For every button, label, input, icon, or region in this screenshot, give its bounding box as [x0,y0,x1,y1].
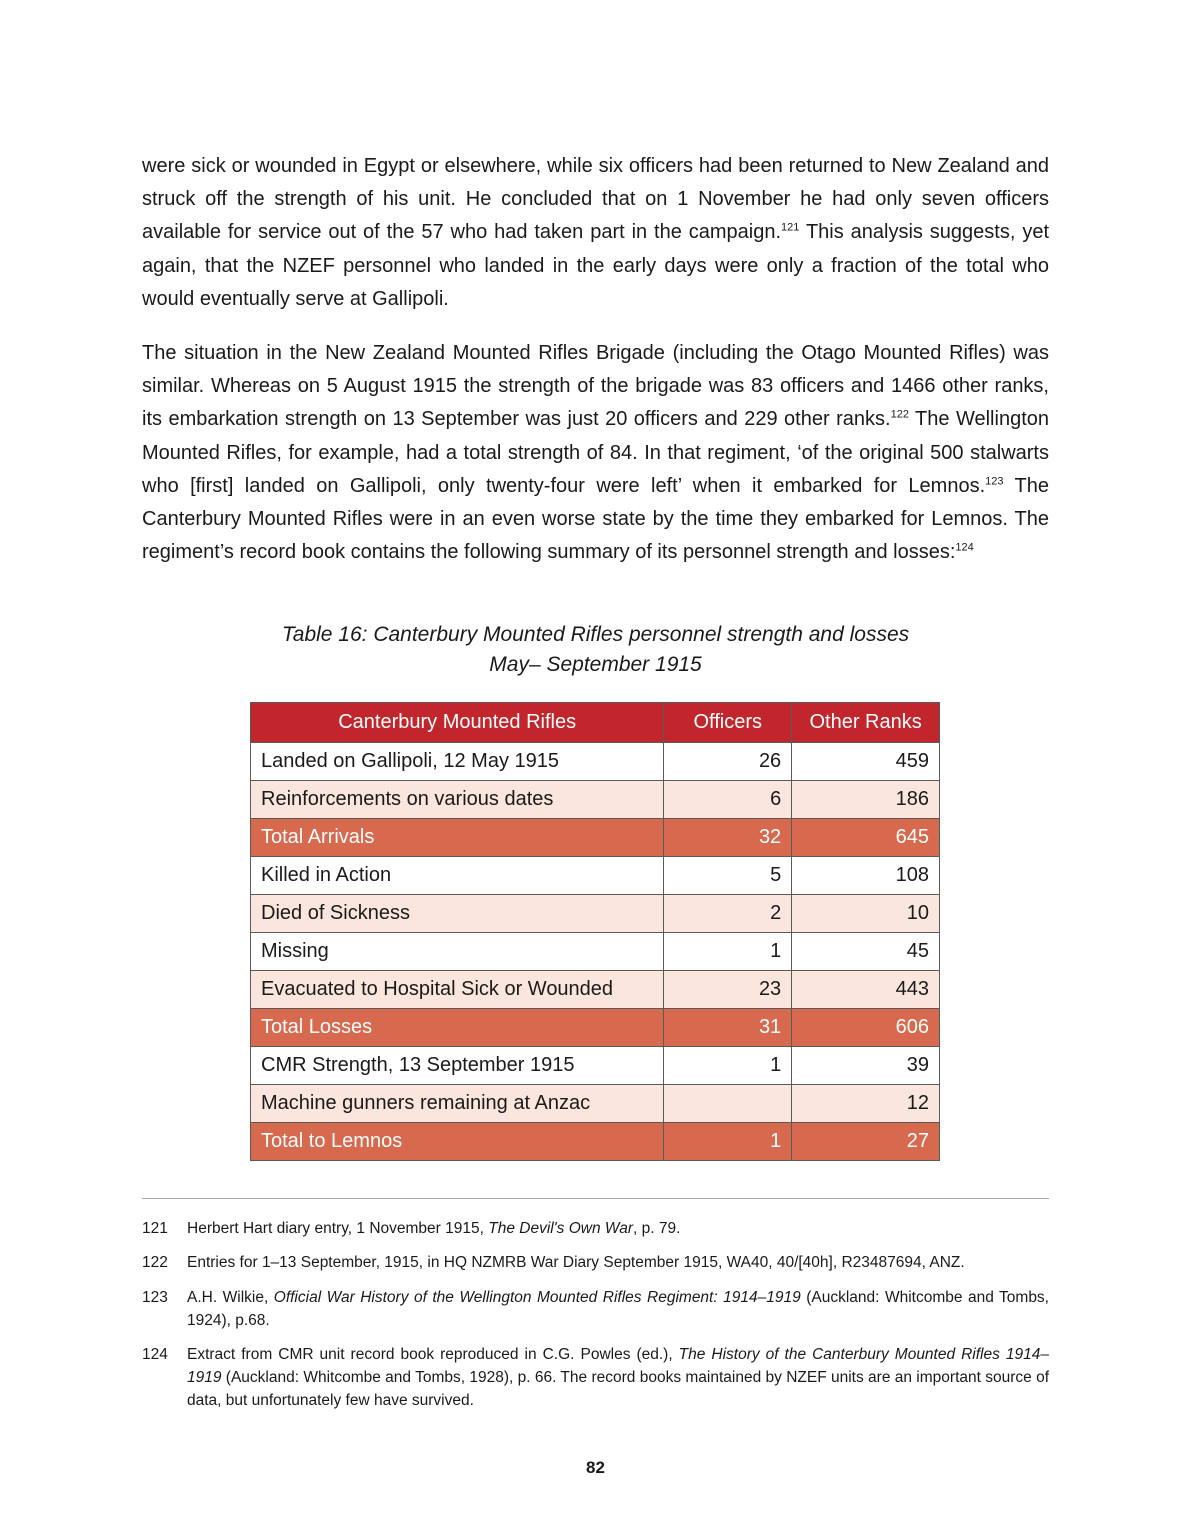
table-row [251,781,940,819]
officers-cell: 26 [664,743,792,781]
paragraph-text: The Wellington Mounted Rifles, for example, had a total strength of 84. In that regiment, ‘of the original 500 stalwarts who [first] landed on Gallipoli, only twenty-four were left’ when it embarked for Lemnos. [142,408,1049,497]
row-label: Landed on Gallipoli, 12 May 1915 [251,743,664,781]
officers-cell: 31 [664,1009,792,1047]
column-header: Other Ranks [792,703,940,743]
row-label: Reinforcements on various dates [251,781,664,819]
officers-cell: 1 [664,933,792,971]
row-label: Total Arrivals [251,819,664,857]
footnote-122 [142,1251,1049,1274]
officers-cell: 1 [664,1123,792,1161]
table-row [251,819,940,857]
footnote-ref-121[interactable]: 121 [781,221,800,234]
officers-cell: 6 [664,781,792,819]
footnote-divider [142,1198,1049,1199]
other-ranks-cell: 108 [792,857,940,895]
column-header: Officers [664,703,792,743]
table-row [251,971,940,1009]
other-ranks-cell: 186 [792,781,940,819]
footnote-text: Entries for 1–13 September, 1915, in HQ NZMRB War Diary September 1915, WA40, 40/[40h], R23487694, ANZ. [187,1254,965,1271]
officers-cell: 1 [664,1047,792,1085]
footnote-text: A.H. Wilkie, Official War History of the Wellington Mounted Rifles Regiment: 1914–1919 (Auckland: Whitcombe and Tombs, 1924), p.68. [187,1289,1049,1329]
page-number: 82 [586,1458,605,1477]
table-row [251,743,940,781]
table-row [251,1009,940,1047]
caption-line: Table 16: Canterbury Mounted Rifles personnel strength and losses [281,623,910,646]
footnote-ref-124[interactable]: 124 [955,541,974,554]
other-ranks-cell: 443 [792,971,940,1009]
row-label: Machine gunners remaining at Anzac [251,1085,664,1123]
strength-losses-table [250,702,940,1161]
footnote-124 [142,1343,1049,1412]
row-label: Died of Sickness [251,895,664,933]
officers-cell: 5 [664,857,792,895]
officers-cell: 2 [664,895,792,933]
row-label: Missing [251,933,664,971]
footnote-text: Herbert Hart diary entry, 1 November 1915, The Devil's Own War, p. 79. [187,1220,681,1237]
row-label: CMR Strength, 13 September 1915 [251,1047,664,1085]
other-ranks-cell: 27 [792,1123,940,1161]
row-label: Total Losses [251,1009,664,1047]
table-row [251,857,940,895]
other-ranks-cell: 45 [792,933,940,971]
paragraph-text: The situation in the New Zealand Mounted Rifles Brigade (including the Otago Mounted Rifles) was similar. Whereas on 5 August 1915 the strength of the brigade was 83 officers and 1466 other ranks, its embarkation strength on 13 September was just 20 officers and 229 other ranks. [142,342,1049,431]
footnote-number: 121 [142,1220,168,1237]
table-row [251,1085,940,1123]
row-label: Evacuated to Hospital Sick or Wounded [251,971,664,1009]
other-ranks-cell: 645 [792,819,940,857]
paragraph-text: This analysis suggests, yet again, that the NZEF personnel who landed in the early days were only a fraction of the total who would eventually serve at Gallipoli. [142,221,1049,310]
other-ranks-cell: 12 [792,1085,940,1123]
footnote-text: Extract from CMR unit record book reproduced in C.G. Powles (ed.), The History of the Canterbury Mounted Rifles 1914–1919 (Auckland: Whitcombe and Tombs, 1928), p. 66. The record books maintained by NZEF units are an important source of data, but unfortunately few have survived. [187,1346,1049,1409]
paragraph-text: were sick or wounded in Egypt or elsewhere, while six officers had been returned to New Zealand and struck off the strength of his unit. He concluded that on 1 November he had only seven officers available for service out of the 57 who had taken part in the campaign. [142,155,1049,244]
footnote-123 [142,1286,1049,1332]
body-paragraph-1 [142,150,1049,316]
other-ranks-cell: 459 [792,743,940,781]
officers-cell: 32 [664,819,792,857]
body-paragraph-2 [142,337,1049,569]
footnote-number: 122 [142,1254,168,1271]
row-label: Killed in Action [251,857,664,895]
other-ranks-cell: 606 [792,1009,940,1047]
table-row [251,1047,940,1085]
footnote-ref-123[interactable]: 123 [985,475,1004,488]
paragraph-text: The Canterbury Mounted Rifles were in an even worse state by the time they embarked for Lemnos. The regiment’s record book contains the following summary of its personnel strength and losses: [142,474,1049,564]
table-header-row [251,703,940,743]
footnote-ref-122[interactable]: 122 [890,408,909,421]
other-ranks-cell: 39 [792,1047,940,1085]
table-row [251,933,940,971]
footnote-number: 124 [142,1346,168,1363]
table-row [251,1123,940,1161]
other-ranks-cell: 10 [792,895,940,933]
column-header: Canterbury Mounted Rifles [251,703,664,743]
officers-cell [664,1085,792,1123]
row-label: Total to Lemnos [251,1123,664,1161]
footnote-number: 123 [142,1289,168,1306]
table-caption [142,620,1049,680]
table-row [251,895,940,933]
footnote-121 [142,1217,1049,1240]
officers-cell: 23 [664,971,792,1009]
caption-line: May– September 1915 [489,653,702,676]
